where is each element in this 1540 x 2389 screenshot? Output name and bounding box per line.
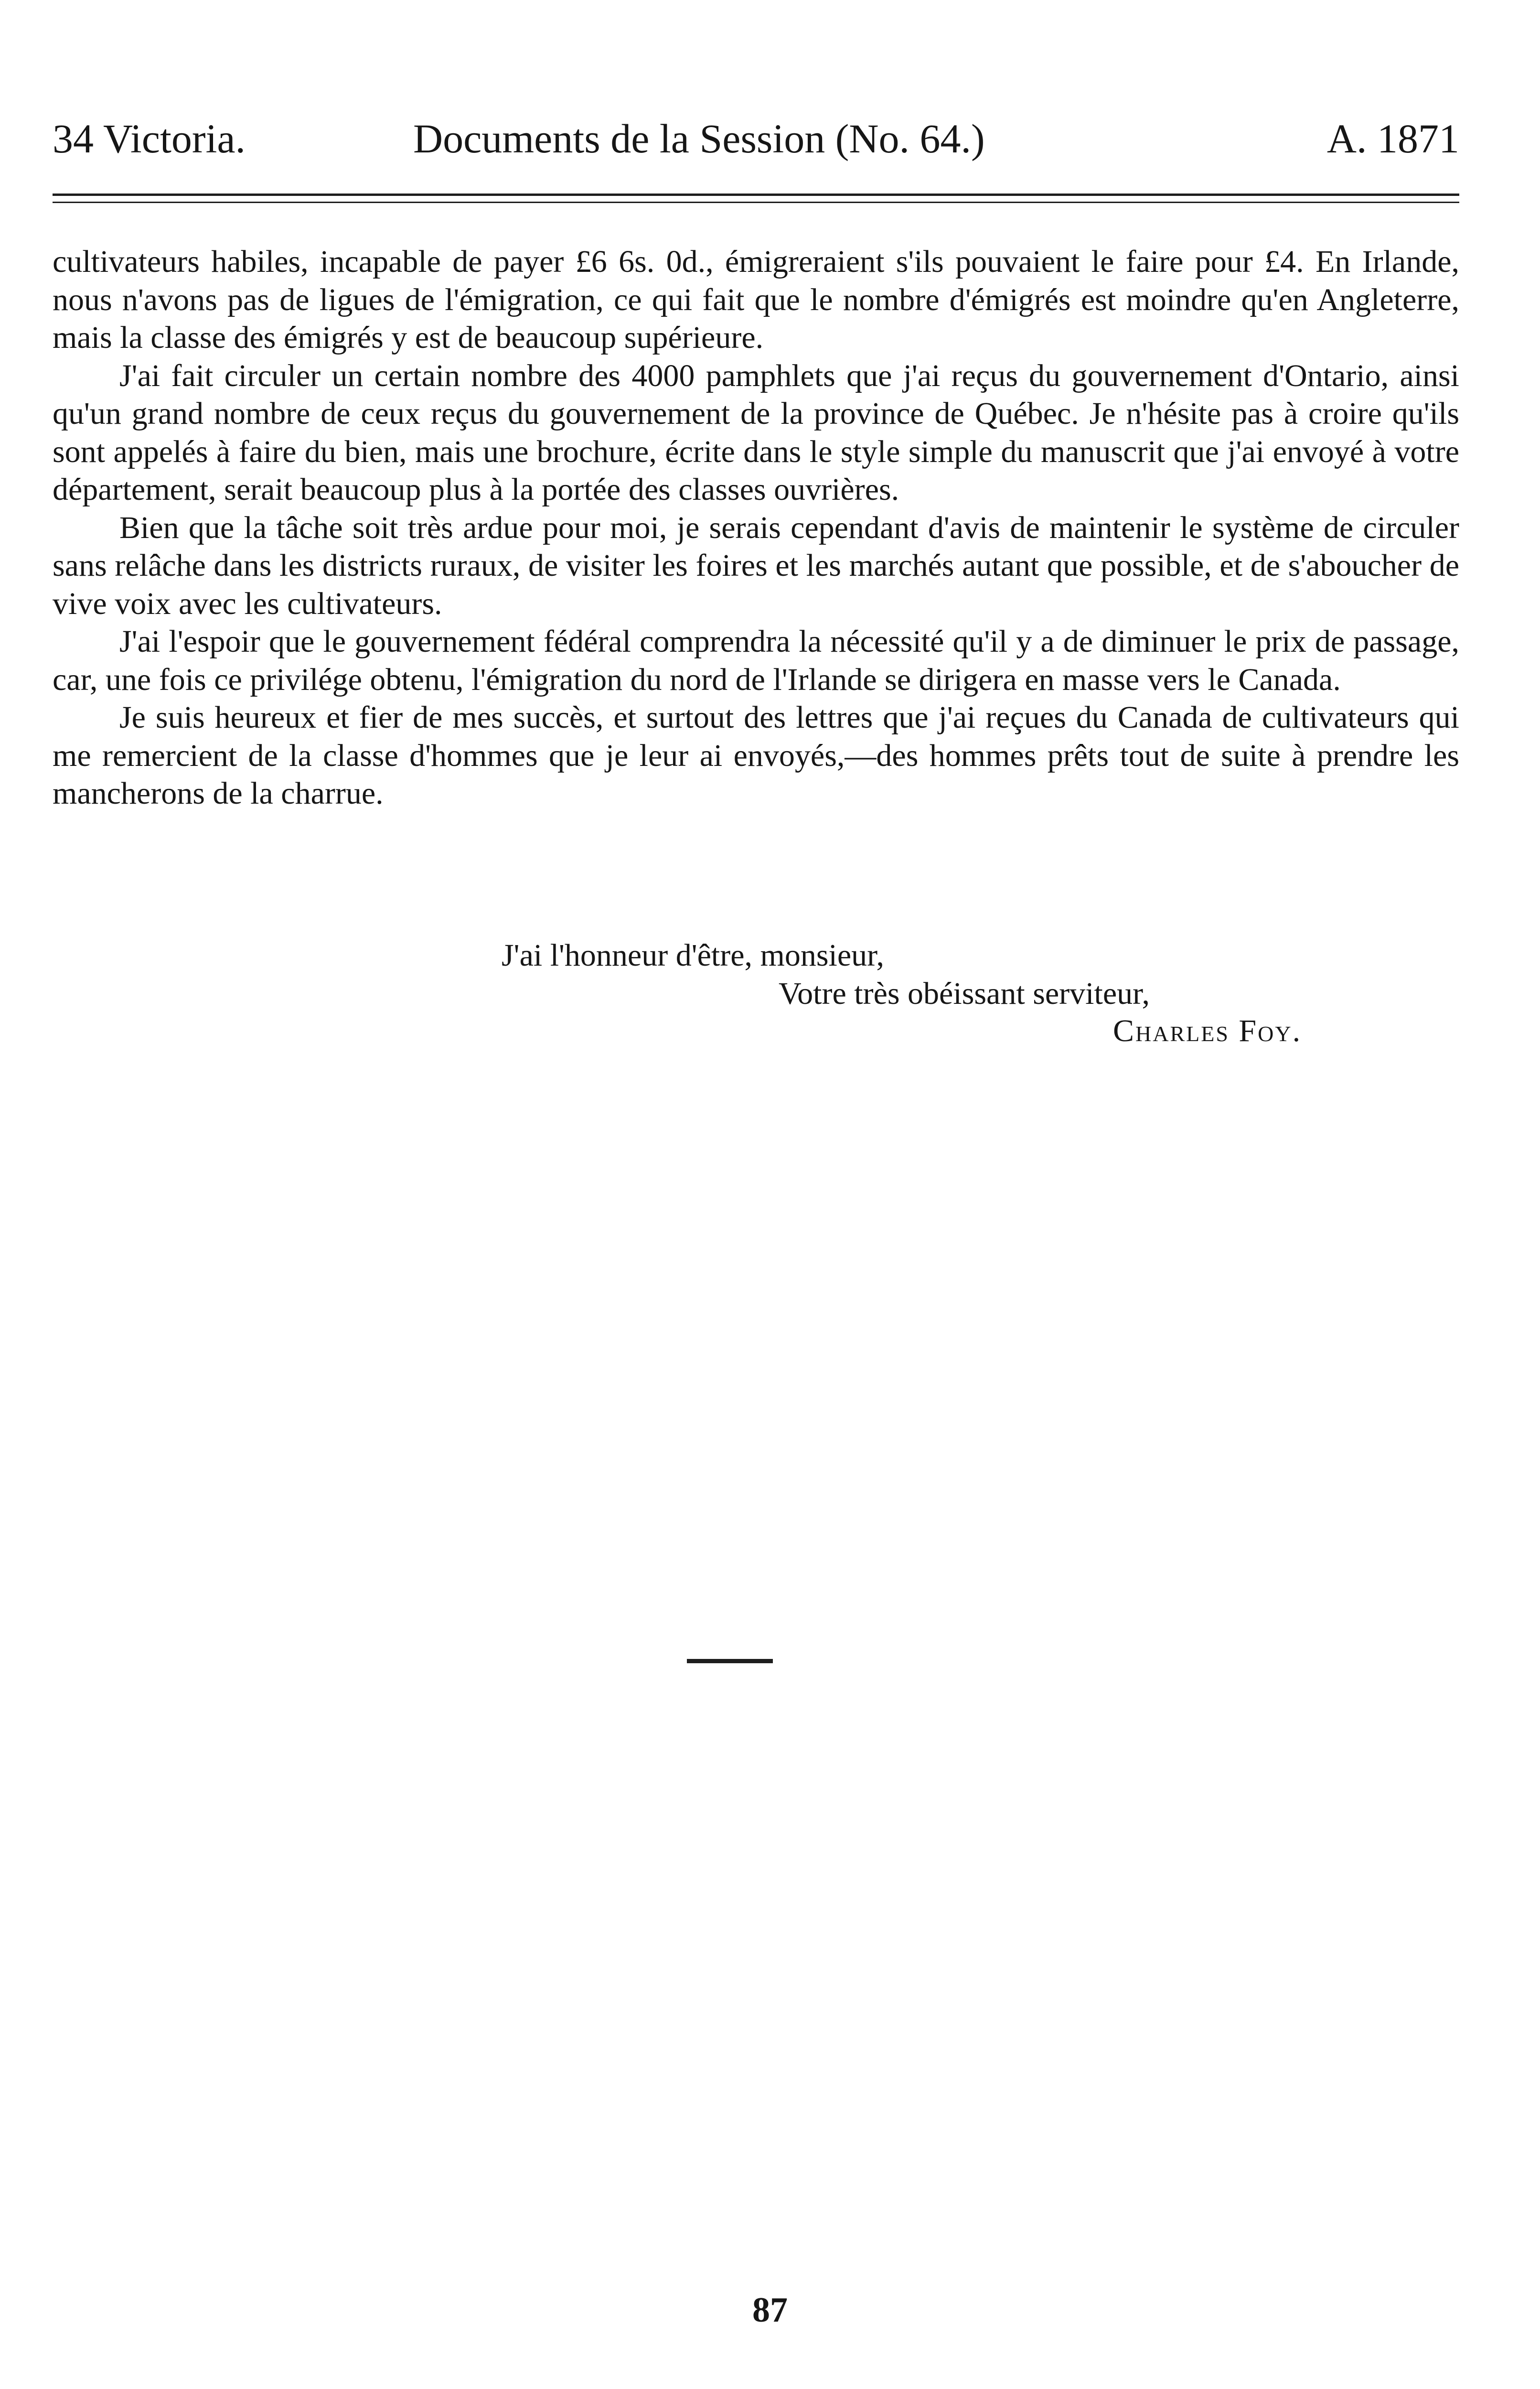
- header-rule-thin: [53, 202, 1459, 203]
- closing-salutation: J'ai l'honneur d'être, monsieur,: [502, 938, 884, 973]
- paragraph-pamphlets: J'ai fait circuler un certain nombre des 4000 pamphlets que j'ai reçus du gouvernement d'Ontario, ainsi qu'un grand nombre de ceux reçus du gouvernement de la province de Québec. Je n'hésite pas à croire qu'ils sont appelés à faire du bien, mais une brochure, écrite dans le style simple du manuscrit que j'ai envoyé à votre département, serait beaucoup plus à la portée des classes ouvrières.: [53, 358, 1459, 507]
- header-document-title: Documents de la Session (No. 64.): [413, 116, 985, 161]
- header-rule-thick: [53, 194, 1459, 196]
- paragraph-success: Je suis heureux et fier de mes succès, et surtout des lettres que j'ai reçues du Canada de cultivateurs qui me remercient de la classe d'hommes que je leur ai envoyés,—des hommes prêts tout de suite à prendre les mancherons de la charrue.: [53, 700, 1459, 811]
- paragraph-passage-price: J'ai l'espoir que le gouvernement fédéral comprendra la nécessité qu'il y a de diminuer le prix de passage, car, une fois ce privilége obtenu, l'émigration du nord de l'Irlande se dirigera en masse vers le Canada.: [53, 624, 1459, 697]
- closing-servant: Votre très obéissant serviteur,: [779, 976, 1150, 1011]
- running-header: [53, 112, 1459, 165]
- page-number: 87: [752, 2291, 788, 2330]
- letter-body: [53, 243, 1459, 813]
- signature: Charles Foy.: [1113, 1013, 1302, 1048]
- header-year: A. 1871: [1326, 116, 1459, 161]
- paragraph-continuation: cultivateurs habiles, incapable de payer £6 6s. 0d., émigreraient s'ils pouvaient le faire pour £4. En Irlande, nous n'avons pas de ligues de l'émigration, ce qui fait que le nombre d'émigrés est moindre qu'en Angleterre, mais la classe des émigrés y est de beaucoup supérieure.: [53, 244, 1459, 355]
- header-regnal-year: 34 Victoria.: [53, 116, 246, 161]
- paragraph-rural-districts: Bien que la tâche soit très ardue pour moi, je serais cependant d'avis de maintenir le système de circuler sans relâche dans les districts ruraux, de visiter les foires et les marchés autant que possible, et de s'aboucher de vive voix avec les cultivateurs.: [53, 510, 1459, 621]
- section-end-rule: [687, 1659, 773, 1663]
